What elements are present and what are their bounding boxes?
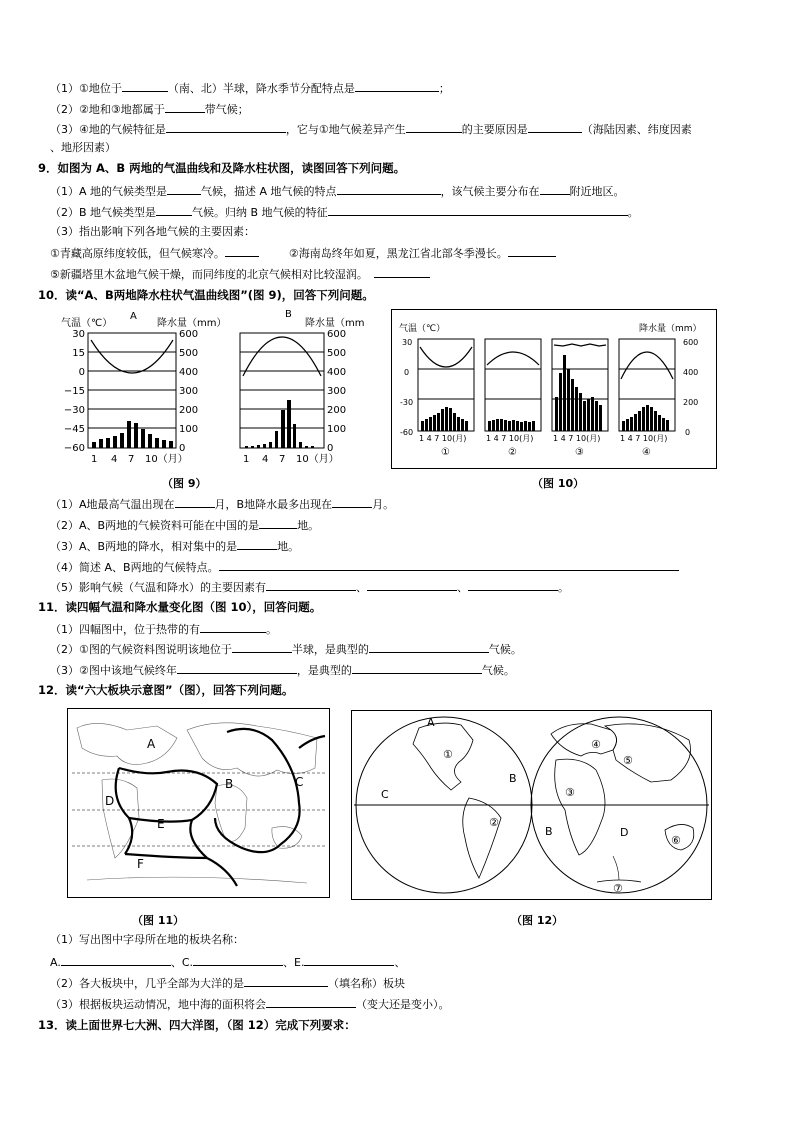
q12-line-1: （1）写出图中字母所在地的板块名称： [50,933,244,946]
temperature-curve [243,337,321,376]
temp-axis-label: 气温（℃） [399,324,446,334]
q9-title: 9．如图为 A、B 两地的气温曲线和及降水柱状图，读图回答下列问题。 [38,161,406,175]
answer-blank[interactable] [175,496,215,508]
q10-line-3: （3）A、B两地的降水，相对集中的是 地。 [50,540,300,553]
svg-text:③: ③ [575,447,584,458]
answer-blank[interactable] [540,183,570,195]
svg-text:100: 100 [179,424,199,435]
answer-blank[interactable] [337,183,441,195]
svg-text:A: A [147,737,156,751]
svg-text:D: D [620,826,629,839]
q11-line-1: （1）四幅图中，位于热带的有 。 [50,623,277,636]
svg-text:C: C [381,788,389,801]
figure-9-climate-charts [55,306,365,468]
svg-text:−45: −45 [63,424,85,435]
svg-text:30: 30 [72,329,85,340]
svg-text:0: 0 [179,443,186,454]
svg-text:B: B [509,772,517,785]
svg-text:C: C [295,775,304,789]
svg-text:1: 1 [91,454,98,465]
svg-text:②: ② [489,816,499,829]
svg-text:⑤: ⑤ [623,754,633,767]
svg-text:200: 200 [327,405,347,416]
answer-blank[interactable] [122,80,168,92]
answer-blank[interactable] [528,121,582,133]
svg-text:200: 200 [683,398,699,407]
temperature-curve [91,340,173,373]
svg-text:①: ① [443,748,453,761]
svg-text:F: F [137,857,144,871]
svg-text:①: ① [441,447,450,458]
svg-text:1 4 7 10(月): 1 4 7 10(月) [553,434,601,443]
temp-axis-label: 气温（℃） [61,318,113,329]
svg-text:D: D [105,794,115,808]
q10-title: 10．读“A、B两地降水柱状气温曲线图”(图 9)，回答下列问题。 [38,288,374,302]
svg-text:④: ④ [642,447,651,458]
svg-text:1 4 7 10(月): 1 4 7 10(月) [620,434,668,443]
precip-axis-label-b: 降水量（mm [305,318,365,329]
chart-a-bars [92,421,173,448]
figure-12-hemispheres-map [351,710,712,900]
svg-text:A: A [427,716,435,729]
q9-line-1: （1）A 地的气候类型是 气候，描述 A 地气候的特点 ，该气候主要分布在 附近地区。 [50,185,625,198]
svg-text:4: 4 [111,454,118,465]
fig10-bars [421,355,669,431]
q8-line-2: （2）②地和③地都属于 带气候； [50,103,249,116]
svg-text:15: 15 [72,348,85,359]
svg-text:−60: −60 [63,443,85,454]
svg-text:300: 300 [179,386,199,397]
svg-text:④: ④ [591,738,601,751]
precip-axis-label: 降水量（mm） [157,318,227,329]
q9-line-5: ⑤新疆塔里木盆地气候干燥，而同纬度的北京气候相对比较湿润。 [50,266,430,282]
svg-text:1 4 7 10(月): 1 4 7 10(月) [419,434,467,443]
answer-blank[interactable] [332,496,372,508]
answer-blank[interactable] [266,996,356,1008]
answer-blank[interactable] [225,245,259,257]
figure-10-four-climate-charts [391,309,717,469]
svg-text:B: B [545,825,553,838]
svg-text:⑦: ⑦ [613,882,623,895]
q9-line-3: （3）指出影响下列各地气候的主要因素： [50,225,255,238]
chart-a-precip-ticks [179,329,198,454]
svg-text:1 4 7 10(月): 1 4 7 10(月) [486,434,534,443]
figure-10-caption: （图 10） [532,477,585,490]
svg-text:E: E [157,817,165,831]
answer-blank[interactable] [177,662,297,674]
chart-b-label: B [285,309,292,320]
q12-title: 12．读“六大板块示意图”（图），回答下列问题。 [38,683,294,697]
svg-text:1: 1 [243,454,250,465]
q12-line-3: （2）各大板块中，几乎全部为大洋的是 （填名称）板块 [50,977,405,990]
svg-text:B: B [225,777,234,791]
answer-blank[interactable] [61,954,171,966]
svg-text:0: 0 [327,443,334,454]
svg-text:③: ③ [565,786,575,799]
svg-text:400: 400 [327,367,347,378]
svg-text:4: 4 [262,454,269,465]
chart-a-temp-ticks [64,329,85,454]
q11-line-2: （2）①图的气候资料图说明该地位于 半球，是典型的 气候。 [50,643,522,656]
answer-blank[interactable] [200,621,266,633]
chart-b-month-ticks [243,453,339,465]
answer-blank[interactable] [165,101,205,113]
svg-text:300: 300 [327,386,347,397]
svg-text:400: 400 [179,367,199,378]
svg-text:10（月）: 10（月） [145,454,188,465]
svg-text:0: 0 [685,428,691,437]
svg-text:0: 0 [404,368,410,377]
fig10-precip-ticks [683,338,698,437]
svg-text:500: 500 [327,348,347,359]
q12-line-2: A. 、C. 、E. 、 [50,956,406,969]
answer-blank[interactable] [367,579,457,591]
answer-blank[interactable] [167,183,201,195]
answer-blank[interactable] [304,954,394,966]
q10-line-4: （4）简述 A、B两地的气候特点。 [50,559,679,575]
svg-text:-60: -60 [400,428,414,437]
svg-text:−30: −30 [63,405,85,416]
figure-11-plates-map [67,708,330,898]
chart-a-month-ticks [91,453,188,465]
chart-b-precip-ticks [327,329,346,454]
svg-text:−15: −15 [63,386,85,397]
svg-text:7: 7 [279,454,286,465]
q8-line-1: （1）①地位于 （南、北）半球，降水季节分配特点是 ； [50,82,450,95]
fig10-month-ticks [419,434,667,443]
answer-blank[interactable] [369,641,489,653]
svg-text:10（月）: 10（月） [296,454,339,465]
q12-line-4: （3）根据板块运动情况，地中海的面积将会 （变大还是变小）。 [50,998,450,1011]
svg-text:400: 400 [683,368,699,377]
answer-blank[interactable] [166,121,286,133]
q8-line-4: 、地形因素） [50,141,116,154]
answer-blank[interactable] [468,579,558,591]
answer-blank[interactable] [374,266,430,278]
chart-a [88,333,176,448]
figure-9-caption: （图 9） [162,477,207,490]
answer-blank[interactable] [266,579,356,591]
answer-blank[interactable] [328,204,628,216]
precip-axis-label: 降水量（mm） [639,324,702,334]
q9-line-2: （2）B 地气候类型是 气候。归纳 B 地气候的特征 。 [50,206,639,219]
svg-text:30: 30 [402,338,413,347]
q10-line-2: （2）A、B两地的气候资料可能在中国的是 地。 [50,519,320,532]
svg-text:⑥: ⑥ [671,834,681,847]
q11-title: 11．读四幅气温和降水量变化图（图 10），回答问题。 [38,600,322,614]
q10-line-5: （5）影响气候（气温和降水）的主要因素有 、 、 。 [50,581,569,594]
q10-line-1: （1）A地最高气温出现在 月，B地降水最多出现在 月。 [50,498,395,511]
svg-text:500: 500 [179,348,199,359]
answer-blank[interactable] [193,954,283,966]
q11-line-3: （3）②图中该地气候终年 ，是典型的 气候。 [50,664,515,677]
svg-text:②: ② [508,447,517,458]
figure-11-caption: （图 11） [132,914,185,927]
fig10-panel-labels [441,447,651,458]
answer-blank[interactable] [508,245,556,257]
answer-blank[interactable] [244,975,328,987]
q8-line-3: （3）④地的气候特征是 ，它与①地气候差异产生 的主要原因是 （海陆因素、纬度因素 [50,123,692,136]
answer-blank[interactable] [219,559,679,571]
answer-blank[interactable] [355,80,439,92]
answer-blank[interactable] [406,121,462,133]
svg-text:7: 7 [128,454,135,465]
svg-text:0: 0 [78,367,85,378]
fig10-temp-ticks [400,338,413,437]
answer-blank[interactable] [352,662,482,674]
svg-text:-30: -30 [400,398,414,407]
q13-title: 13．读上面世界七大洲、四大洋图，（图 12）完成下列要求： [38,1018,356,1032]
svg-text:600: 600 [683,338,699,347]
q9-line-4: ①青藏高原纬度较低，但气候寒冷。 ②海南岛终年如夏，黑龙江省北部冬季漫长。 [50,245,556,261]
svg-text:600: 600 [327,329,347,340]
answer-blank[interactable] [237,538,277,550]
svg-text:600: 600 [179,329,199,340]
figure-12-caption: （图 12） [511,914,564,927]
svg-text:200: 200 [179,405,199,416]
chart-b-bars [245,400,314,448]
chart-a-label: A [130,311,137,322]
answer-blank[interactable] [232,641,292,653]
svg-text:100: 100 [327,424,347,435]
answer-blank[interactable] [156,204,192,216]
answer-blank[interactable] [259,517,297,529]
